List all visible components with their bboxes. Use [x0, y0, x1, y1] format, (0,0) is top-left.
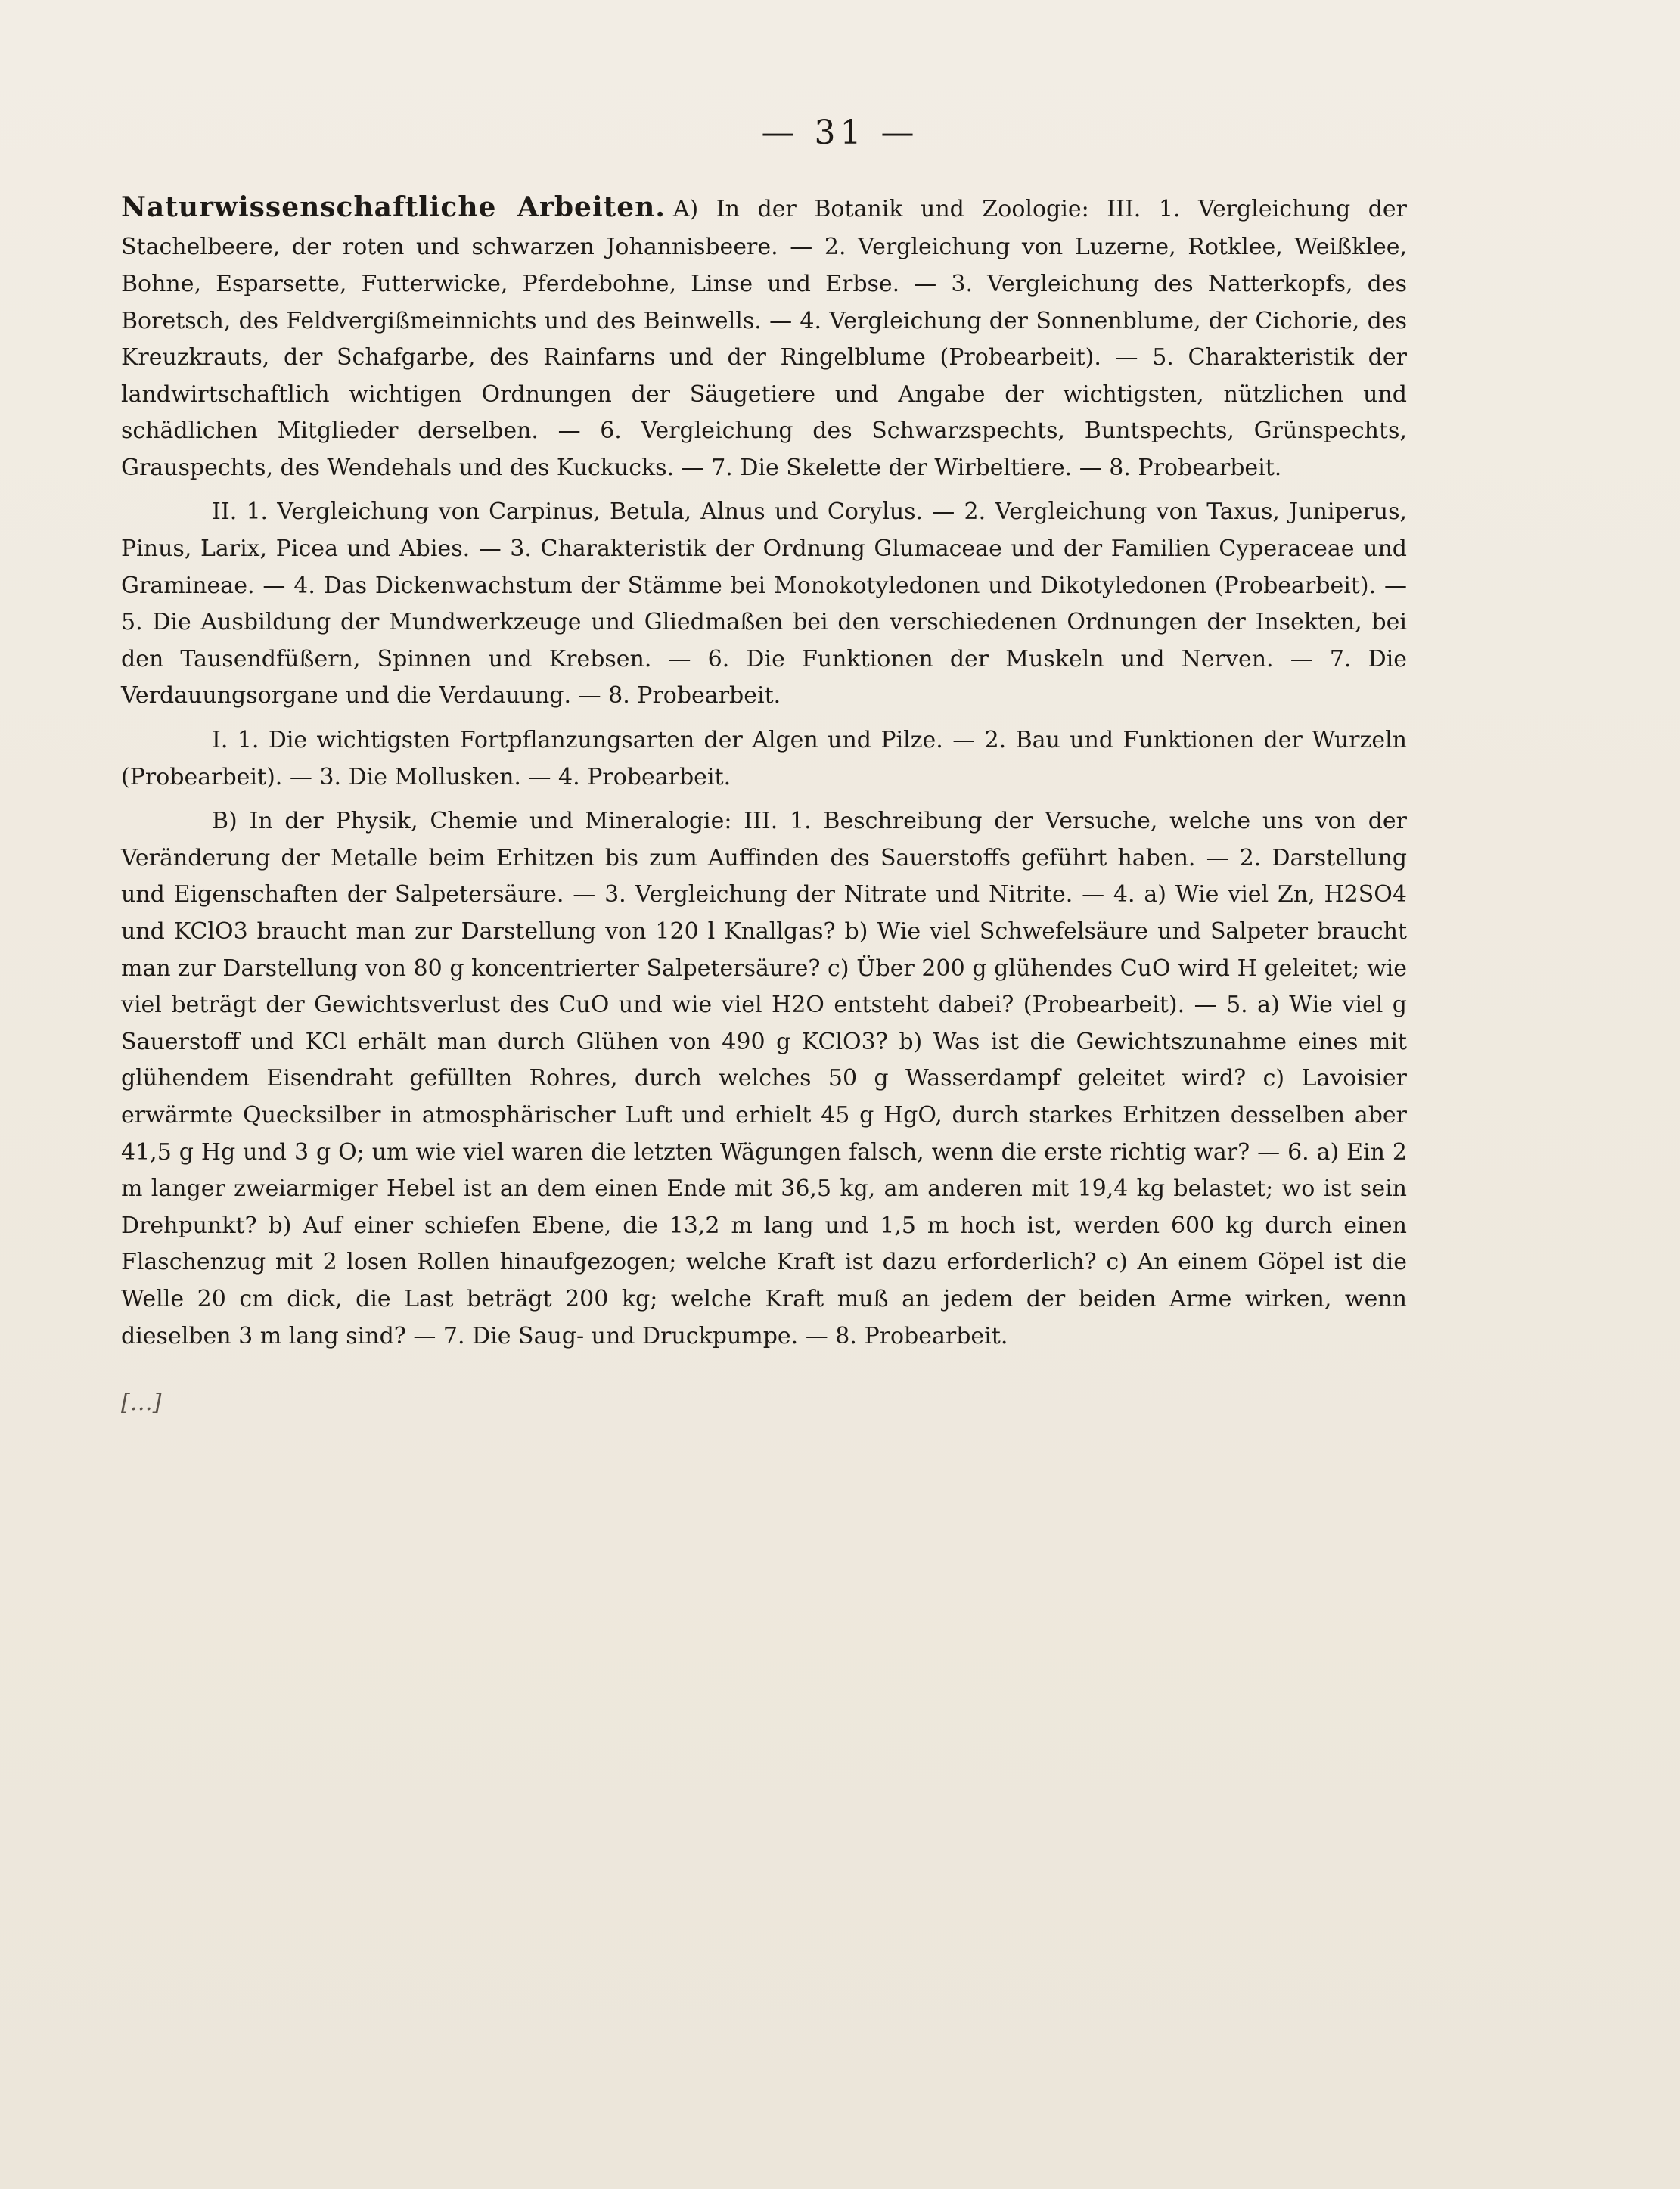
paragraph-1-text: A) In der Botanik und Zoologie: III. 1. Vergleichung der Stachelbeere, der roten und schwarzen Johannisbeere. — 2. Vergleichung von Luzerne, Rotklee, Weißklee, Bohne, Esparsette, Futterwicke, Pferdebohne, Linse und Erbse. — 3. Vergleichung des Natterkopfs, des Boretsch, des Feldvergißmeinnichts und des Beinwells. — 4. Vergleichung der Sonnenblume, der Cichorie, des Kreuzkrauts, der Schafgarbe, des Rainfarns und der Ringelblume (Probearbeit). — 5. Charakteristik der landwirtschaftlich wichtigen Ordnungen der Säugetiere und Angabe der wichtigsten, nützlichen und schädlichen Mitglieder derselben. — 6. Vergleichung des Schwarzspechts, Buntspechts, Grünspechts, Grauspechts, des Wendehals und des Kuckucks. — 7. Die Skelette der Wirbeltiere. — 8. Probearbeit. — [121, 196, 1408, 481]
body-text — [121, 185, 1407, 1430]
paragraph-3: I. 1. Die wichtigsten Fortpflanzungsarten der Algen und Pilze. — 2. Bau und Funktionen der Wurzeln (Probearbeit). — 3. Die Mollusken. — 4. Probearbeit. — [121, 727, 1407, 790]
page-number: — 31 — — [761, 113, 919, 152]
paragraph-2: II. 1. Vergleichung von Carpinus, Betula, Alnus und Corylus. — 2. Vergleichung von Taxus, Juniperus, Pinus, Larix, Picea und Abies. — 3. Charakteristik der Ordnung Glumaceae und der Familien Cyperaceae und Gramineae. — 4. Das Dickenwachstum der Stämme bei Monokotyledonen und Dikotyledonen (Probearbeit). — 5. Die Ausbildung der Mundwerkzeuge und Gliedmaßen bei den verschiedenen Ordnungen der Insekten, bei den Tausendfüßern, Spinnen und Krebsen. — 6. Die Funktionen der Muskeln und Nerven. — 7. Die Verdauungsorgane und die Verdauung. — 8. Probearbeit. — [121, 498, 1407, 709]
paragraph-1 — [121, 185, 1407, 486]
section-heading: Naturwissenschaftliche Arbeiten. — [121, 191, 666, 223]
truncation-note: […] — [121, 1389, 162, 1417]
paragraph-4: B) In der Physik, Chemie und Mineralogie: III. 1. Beschreibung der Versuche, welche uns von der Veränderung der Metalle beim Erhitzen bis zum Auffinden des Sauerstoffs geführt haben. — 2. Darstellung und Eigenschaften der Salpetersäure. — 3. Vergleichung der Nitrate und Nitrite. — 4. a) Wie viel Zn, H2SO4 und KClO3 braucht man zur Darstellung von 120 l Knallgas? b) Wie viel Schwefelsäure und Salpeter braucht man zur Darstellung von 80 g koncentrierter Salpetersäure? c) Über 200 g glühendes CuO wird H geleitet; wie viel beträgt der Gewichtsverlust des CuO und wie viel H2O entsteht dabei? (Probearbeit). — 5. a) Wie viel g Sauerstoff und KCl erhält man durch Glühen von 490 g KClO3? b) Was ist die Gewichtszunahme eines mit glühendem Eisendraht gefüllten Rohres, durch welches 50 g Wasserdampf geleitet wird? c) Lavoisier erwärmte Quecksilber in atmosphärischer Luft und erhielt 45 g HgO, durch starkes Erhitzen desselben aber 41,5 g Hg und 3 g O; um wie viel waren die letzten Wägungen falsch, wenn die erste richtig war? — 6. a) Ein 2 m langer zweiarmiger Hebel ist an dem einen Ende mit 36,5 kg, am anderen mit 19,4 kg belastet; wo ist sein Drehpunkt? b) Auf einer schiefen Ebene, die 13,2 m lang und 1,5 m hoch ist, werden 600 kg durch einen Flaschenzug mit 2 losen Rollen hinaufgezogen; welche Kraft ist dazu erforderlich? c) An einem Göpel ist die Welle 20 cm dick, die Last beträgt 200 kg; welche Kraft muß an jedem der beiden Arme wirken, wenn dieselben 3 m lang sind? — 7. Die Saug- und Druckpumpe. — 8. Probearbeit. — [121, 808, 1407, 1349]
